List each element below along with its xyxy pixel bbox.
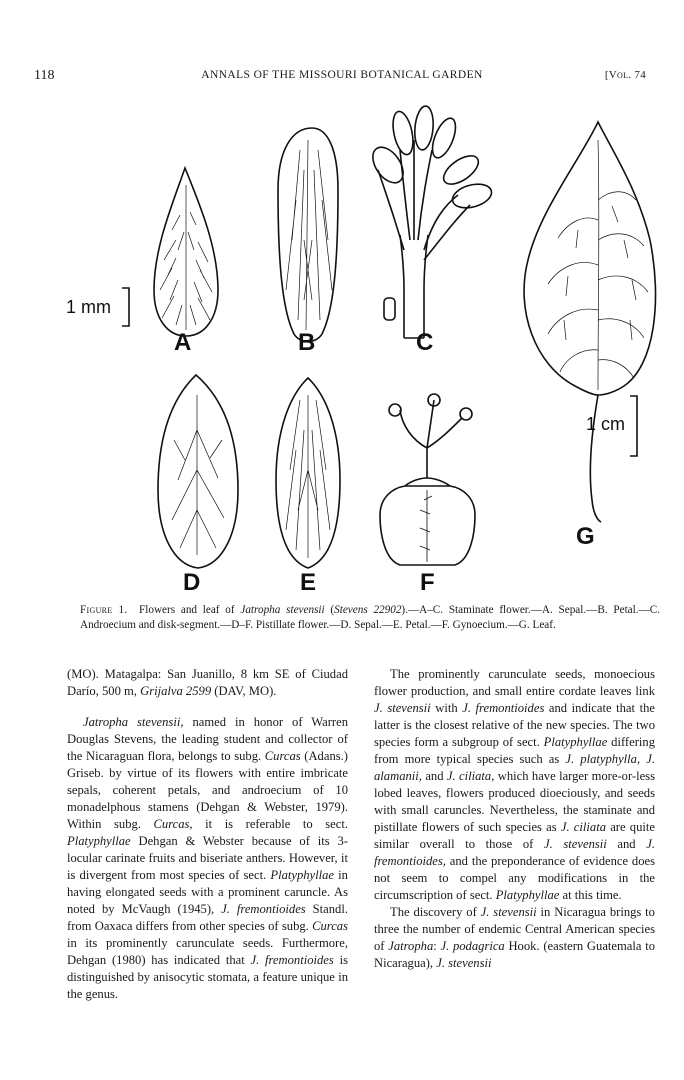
caption-text: Flowers and leaf of (139, 604, 241, 616)
panel-label-c: C (416, 329, 434, 356)
panel-label-e: E (300, 569, 317, 596)
volume-label: [Vol. 74 (604, 69, 646, 81)
paragraph: (MO). Matagalpa: San Juanillo, 8 km SE of Ciudad Darío, 500 m, Grijalva 2599 (DAV, MO). (67, 667, 348, 698)
panel-label-d: D (183, 569, 201, 596)
leaf-drawing (524, 122, 655, 522)
caption-label: Figure 1. (80, 604, 128, 616)
sepal-pistillate-drawing (158, 375, 238, 568)
journal-title: ANNALS OF THE MISSOURI BOTANICAL GARDEN (201, 69, 483, 81)
scale-label-1mm: 1 mm (66, 297, 111, 317)
caption-text: ( (324, 604, 335, 616)
panel-label-b: B (298, 329, 316, 356)
sepal-staminate-drawing (154, 168, 218, 336)
petal-staminate-drawing (278, 128, 338, 342)
panel-label-f: F (420, 569, 435, 596)
scale-bar-1mm (122, 288, 129, 326)
caption-collection: Stevens 22902 (334, 604, 402, 616)
caption-text: ).—A–C. Staminate flower.—A. Sepal.—B. Petal.—C. Androecium and disk-segment.—D–F. Pistillate flower.—D. Sepal.—E. Petal.—F. Gynoecium.—G. Leaf. (80, 604, 660, 631)
panel-label-g: G (576, 523, 595, 550)
scale-label-1cm: 1 cm (586, 414, 626, 434)
panel-label-a: A (174, 329, 192, 356)
petal-pistillate-drawing (276, 378, 340, 568)
figure-caption (80, 603, 660, 633)
body-column-right (374, 666, 655, 972)
paragraph: The prominently carunculate seeds, monoecious flower production, and small entire cordate leaves link J. stevensii with J. fremontioides and indicate that the latter is the closest relative of the new species. The two species form a subgroup of sect. Platyphyllae differing from more typical species such as J. platyphylla, J. alamanii, and J. ciliata, which have larger more-or-less lobed leaves, flowers produced dioeciously, and seeds with small caruncles. Nevertheless, the staminate and pistillate flowers of such species as J. ciliata are quite similar overall to those of J. stevensii and J. fremontioides, and the preponderance of evidence does not seem to compel any modifications in the circumscription of sect. Platyphyllae at this time. (374, 667, 655, 902)
caption-species: Jatropha stevensii (240, 604, 325, 616)
gynoecium-drawing (380, 394, 475, 565)
body-column-left (67, 666, 348, 1003)
page-number: 118 (34, 68, 55, 83)
paragraph: The discovery of J. stevensii in Nicaragua brings to three the number of endemic Central American species of Jatropha: J. podagrica Hook. (eastern Guatemala to Nicaragua), J. stevensii (374, 905, 655, 970)
scale-bar-1cm (630, 396, 637, 456)
androecium-drawing (367, 105, 494, 338)
paragraph: Jatropha stevensii, named in honor of Warren Douglas Stevens, the leading student and collector of the Nicaraguan flora, belongs to subg. Curcas (Adans.) Griseb. by virtue of its flowers with entire imbricate sepals, coherent petals, and androecium of 10 monadelphous stamens (Dehgan & Webster, 1979). Within subg. Curcas, it is referable to sect. Platyphyllae Dehgan & Webster because of its 3-locular carinate fruits and biseriate anthers. However, it is divergent from most species of sect. Platyphyllae in having elongated seeds with a prominent caruncle. As noted by McVaugh (1945), J. fremontioides Standl. from Oaxaca differs from other species of subg. Curcas in its prominently carunculate seeds. Furthermore, Dehgan (1980) has indicated that J. fremontioides is distinguished by anisocytic stomata, a feature unique in the genus. (67, 715, 349, 1001)
